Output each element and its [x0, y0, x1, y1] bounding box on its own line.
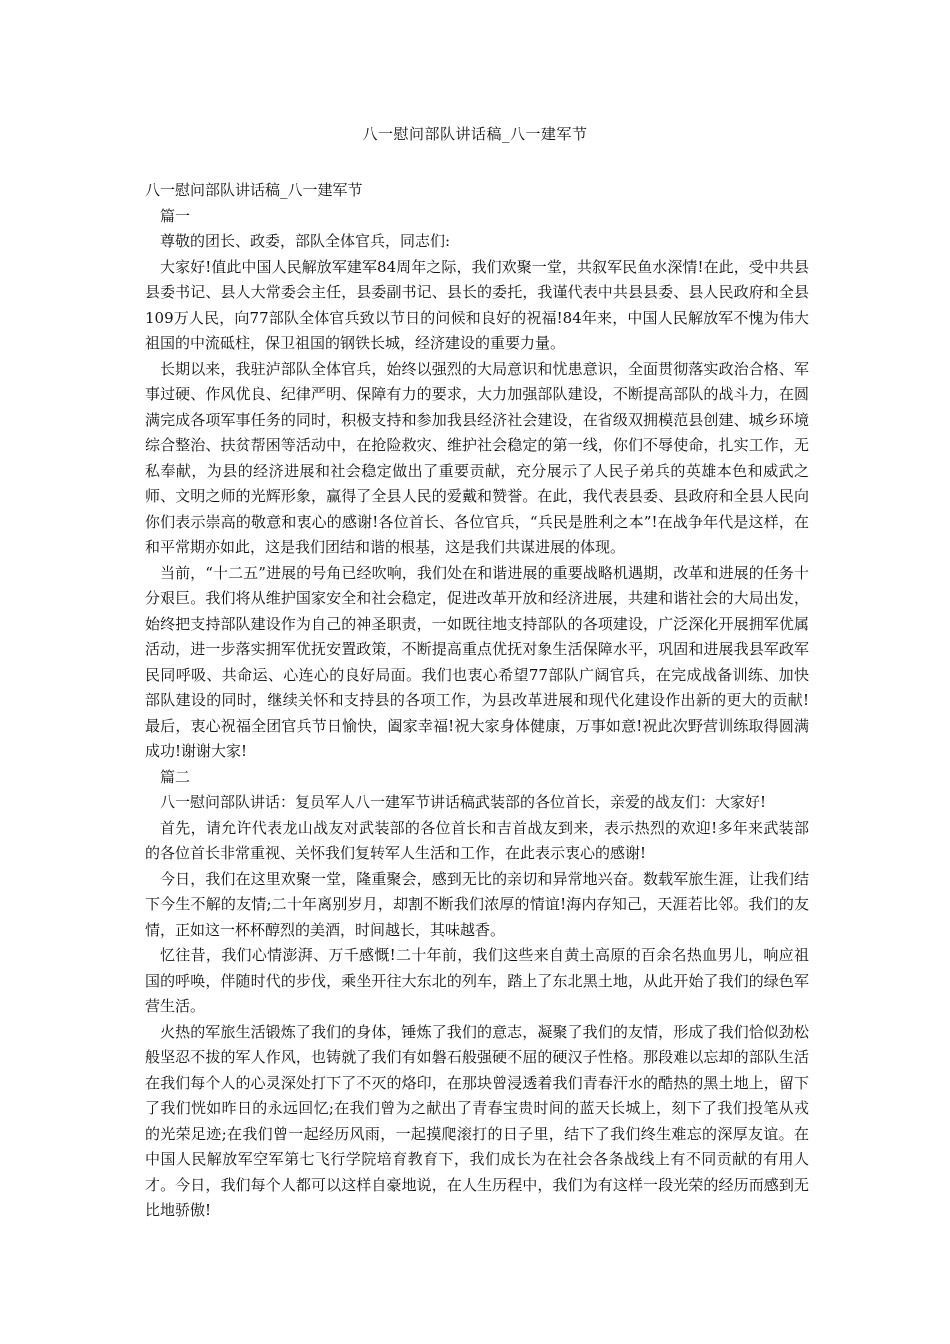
paragraph: 尊敬的团长、政委，部队全体官兵，同志们: [160, 232, 451, 250]
section-heading-1: 篇一 [160, 206, 191, 225]
paragraph: 忆往昔，我们心情澎湃、万千感慨!二十年前，我们这些来自黄土高原的百余名热血男儿，响应祖国的呼唤，伴随时代的步伐，乘坐开往大东北的列车，踏上了东北黑土地，从此开始了我们的绿色军营生活。 [145, 946, 809, 1015]
section-heading-2: 篇二 [160, 767, 191, 786]
document-subtitle: 八一慰问部队讲话稿_八一建军节 [145, 181, 363, 199]
paragraph: 当前，“十二五”进展的号角已经吹响，我们处在和谐进展的重要战略机遇期，改革和进展的任务十分艰巨。我们将从维护国家安全和社会稳定，促进改革开放和经济进展，共建和谐社会的大局出发，始终把支持部队建设作为自己的神圣职责，一如既往地支持部队的各项建设，广泛深化开展拥军优属活动，进一步落实拥军优抚安置政策，不断提高重点优抚对象生活保障水平，巩固和进展我县军政军民同呼吸、共命运、心连心的良好局面。我们也衷心希望77部队广阔官兵，在完成战备训练、加快部队建设的同时，继续关怀和支持县的各项工作，为县改革进展和现代化建设作出新的更大的贡献!最后，衷心祝福全团官兵节日愉快，阖家幸福!祝大家身体健康，万事如意!祝此次野营训练取得圆满成功!谢谢大家! [145, 563, 809, 760]
paragraph: 首先，请允许代表龙山战友对武装部的各位首长和吉首战友到来，表示热烈的欢迎!多年来武装部的各位首长非常重视、关怀我们复转军人生活和工作，在此表示衷心的感谢! [145, 818, 809, 862]
paragraph: 八一慰问部队讲话：复员军人八一建军节讲话稿武装部的各位首长，亲爱的战友们：大家好! [160, 793, 767, 811]
page-title: 八一慰问部队讲话稿_八一建军节 [362, 125, 588, 143]
paragraph: 长期以来，我驻泸部队全体官兵，始终以强烈的大局意识和忧患意识，全面贯彻落实政治合格、军事过硬、作风优良、纪律严明、保障有力的要求，大力加强部队建设，不断提高部队的战斗力，在圆满完成各项军事任务的同时，积极支持和参加我县经济社会建设，在省级双拥模范县创建、城乡环境综合整治、扶贫帮困等活动中，在抢险救灾、维护社会稳定的第一线，你们不辱使命，扎实工作，无私奉献，为县的经济进展和社会稳定做出了重要贡献，充分展示了人民子弟兵的英雄本色和威武之师、文明之师的光辉形象，赢得了全县人民的爱戴和赞誉。在此，我代表县委、县政府和全县人民向你们表示崇高的敬意和衷心的感谢!各位首长、各位官兵，“兵民是胜利之本”!在战争年代是这样，在和平常期亦如此，这是我们团结和谐的根基，这是我们共谋进展的体现。 [145, 359, 809, 556]
paragraph: 大家好!值此中国人民解放军建军84周年之际，我们欢聚一堂，共叙军民鱼水深情!在此，受中共县县委书记、县人大常委会主任，县委副书记、县长的委托，我谨代表中共县县委、县人民政府和全县109万人民，向77部队全体官兵致以节日的问候和良好的祝福!84年来，中国人民解放军不愧为伟大祖国的中流砥柱，保卫祖国的钢铁长城，经济建设的重要力量。 [145, 257, 809, 352]
paragraph: 火热的军旅生活锻炼了我们的身体，锤炼了我们的意志，凝聚了我们的友情，形成了我们恰似劲松般坚忍不拔的军人作风，也铸就了我们有如磐石般强硬不屈的硬汉子性格。那段难以忘却的部队生活在我们每个人的心灵深处打下了不灭的烙印，在那块曾浸透着我们青春汗水的酷热的黑土地上，留下了我们恍如昨日的永远回忆;在我们曾为之献出了青春宝贵时间的蓝天长城上，刻下了我们投笔从戎的光荣足迹;在我们曾一起经历风雨，一起摸爬滚打的日子里，结下了我们终生难忘的深厚友谊。在中国人民解放军空军第七飞行学院培育教育下，我们成长为在社会各条战线上有不同贡献的有用人才。今日，我们每个人都可以这样自豪地说，在人生历程中，我们为有这样一段光荣的经历而感到无比地骄傲! [145, 1022, 809, 1219]
document-body [145, 178, 809, 1224]
paragraph: 今日，我们在这里欢聚一堂，隆重聚会，感到无比的亲切和异常地兴奋。数载军旅生涯，让我们结下今生不解的友情;二十年离别岁月，却割不断我们浓厚的情谊!海内存知己，天涯若比邻。我们的友情，正如这一杯杯醇烈的美酒，时间越长，其味越香。 [145, 869, 809, 939]
